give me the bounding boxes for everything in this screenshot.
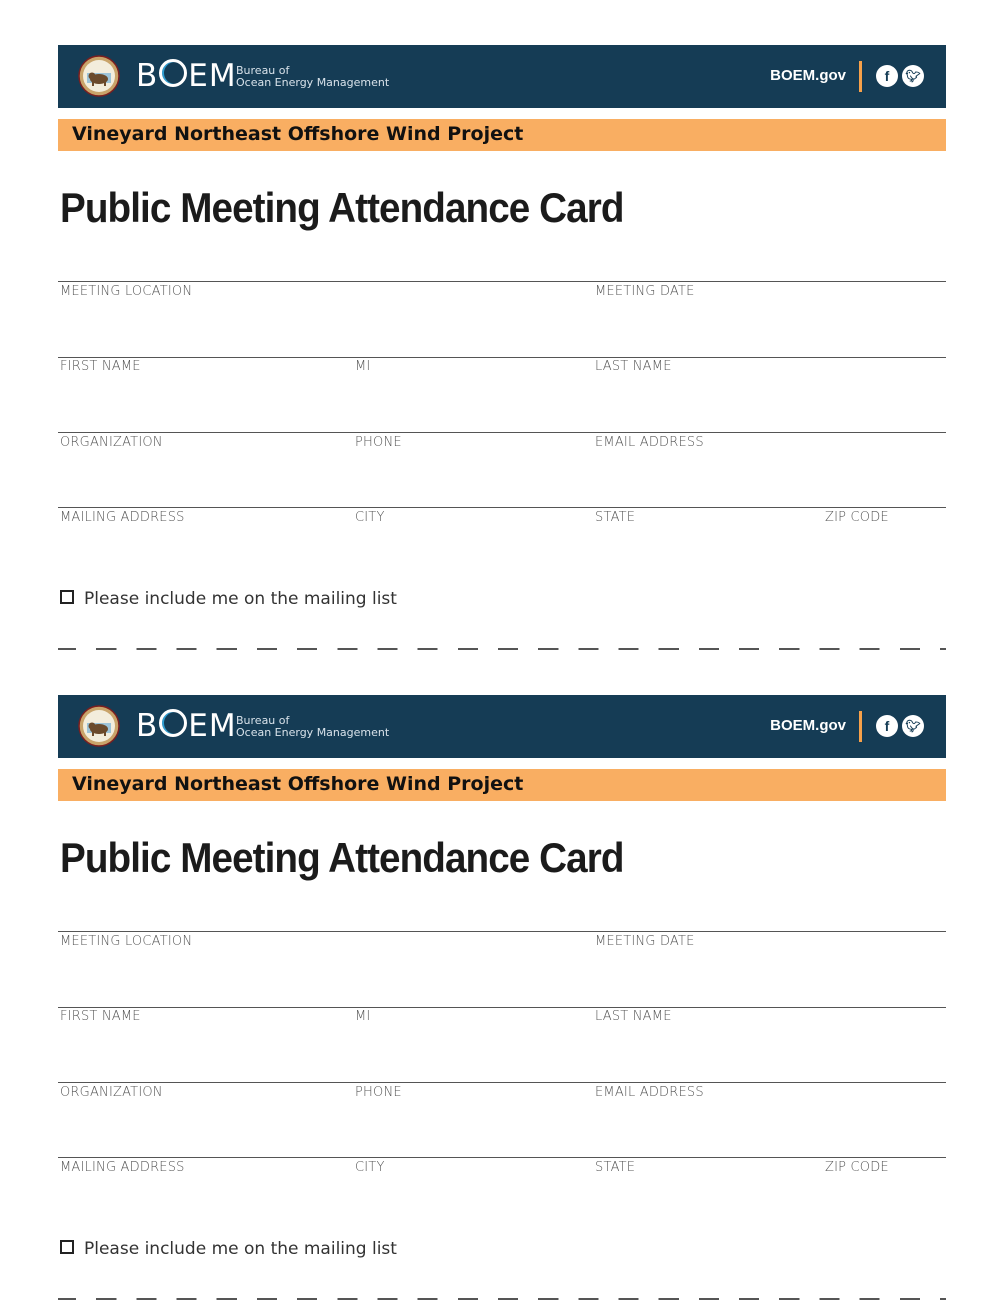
project-title: Vineyard Northeast Offshore Wind Project	[72, 123, 524, 145]
boem-logo: B EM	[136, 58, 237, 94]
field-line-address[interactable]	[58, 1157, 946, 1158]
label-email: EMAIL ADDRESS	[595, 435, 704, 450]
mailing-list-label: Please include me on the mailing list	[84, 589, 397, 609]
doi-seal-icon	[78, 705, 120, 747]
label-organization: ORGANIZATION	[60, 435, 163, 450]
bureau-name	[236, 715, 389, 739]
field-line-contact[interactable]	[58, 432, 946, 433]
field-line-name[interactable]	[58, 357, 946, 358]
label-zip: ZIP CODE	[825, 510, 889, 525]
label-organization: ORGANIZATION	[60, 1085, 163, 1100]
field-line-contact[interactable]	[58, 1082, 946, 1083]
bureau-line-1: Bureau of	[236, 64, 290, 77]
boem-gov-link[interactable]: BOEM.gov	[770, 67, 846, 84]
header-divider	[859, 711, 862, 742]
field-line-meeting[interactable]	[58, 281, 946, 282]
cut-line	[58, 648, 946, 650]
mailing-list-option[interactable]	[60, 589, 397, 609]
boem-gov-link[interactable]: BOEM.gov	[770, 717, 846, 734]
label-meeting-location: MEETING LOCATION	[60, 284, 193, 299]
label-state: STATE	[595, 510, 636, 525]
facebook-icon[interactable]: f	[876, 65, 898, 87]
twitter-icon[interactable]: 🐦︎	[902, 65, 924, 87]
label-phone: PHONE	[355, 1085, 402, 1100]
doi-seal-icon	[78, 55, 120, 97]
label-city: CITY	[355, 510, 385, 525]
mailing-list-checkbox[interactable]	[60, 590, 74, 604]
label-meeting-date: MEETING DATE	[595, 284, 695, 299]
boem-header-banner	[58, 695, 946, 758]
label-meeting-date: MEETING DATE	[595, 934, 695, 949]
label-email: EMAIL ADDRESS	[595, 1085, 704, 1100]
mailing-list-label: Please include me on the mailing list	[84, 1239, 397, 1259]
project-title: Vineyard Northeast Offshore Wind Project	[72, 773, 524, 795]
card-title: Public Meeting Attendance Card	[60, 184, 624, 231]
label-mi: MI	[355, 1009, 371, 1024]
field-line-meeting[interactable]	[58, 931, 946, 932]
field-line-name[interactable]	[58, 1007, 946, 1008]
field-line-address[interactable]	[58, 507, 946, 508]
label-mi: MI	[355, 359, 371, 374]
label-zip: ZIP CODE	[825, 1160, 889, 1175]
label-city: CITY	[355, 1160, 385, 1175]
mailing-list-checkbox[interactable]	[60, 1240, 74, 1254]
label-last-name: LAST NAME	[595, 1009, 672, 1024]
bureau-line-2: Ocean Energy Management	[236, 76, 390, 89]
project-title-bar	[58, 119, 946, 151]
label-mailing-address: MAILING ADDRESS	[60, 510, 185, 525]
label-first-name: FIRST NAME	[60, 1009, 141, 1024]
header-divider	[859, 61, 862, 92]
facebook-icon[interactable]: f	[876, 715, 898, 737]
mailing-list-option[interactable]	[60, 1239, 397, 1259]
card-title: Public Meeting Attendance Card	[60, 834, 624, 881]
project-title-bar	[58, 769, 946, 801]
bureau-line-2: Ocean Energy Management	[236, 726, 390, 739]
bureau-line-1: Bureau of	[236, 714, 290, 727]
boem-logo: B EM	[136, 708, 237, 744]
bureau-name	[236, 65, 389, 89]
boem-header-banner	[58, 45, 946, 108]
label-first-name: FIRST NAME	[60, 359, 141, 374]
label-mailing-address: MAILING ADDRESS	[60, 1160, 185, 1175]
twitter-icon[interactable]: 🐦︎	[902, 715, 924, 737]
label-state: STATE	[595, 1160, 636, 1175]
label-phone: PHONE	[355, 435, 402, 450]
label-last-name: LAST NAME	[595, 359, 672, 374]
label-meeting-location: MEETING LOCATION	[60, 934, 193, 949]
